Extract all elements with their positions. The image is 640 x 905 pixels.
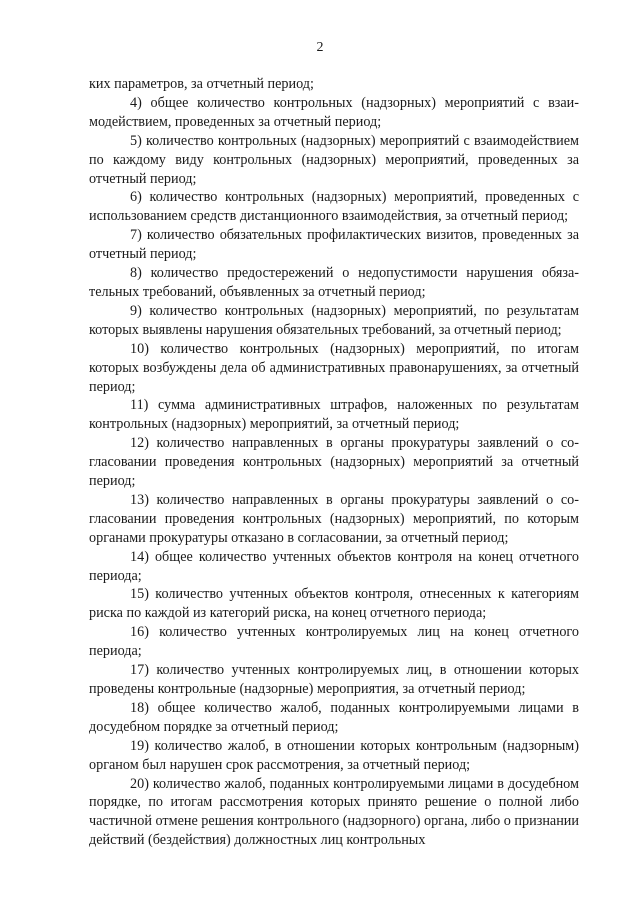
page-number: 2 [316,40,324,55]
list-item-15: 15) количество учтенных объектов контроля, отнесенных к категориям риска по каждой из категорий риска, на конец отчетного периода; [89,586,579,622]
list-item-16: 16) количество учтенных контролируемых лиц на конец отчетного периода; [89,624,579,660]
list-item-20: 20) количество жалоб, поданных контролируемыми лицами в досудебном порядке, по итогам рассмотрения которых принято решение о полной либо частичной отмене решения контрольного (надзорного) органа, либо о признании действий (бездействия) должностных лиц контрольных [89,775,579,849]
document-body [89,75,579,850]
paragraph-continuation: ких параметров, за отчетный период; [89,76,314,92]
list-item-6: 6) количество контрольных (надзорных) мероприятий, проведенных с использованием средств дистанционного взаимодействия, за отчетный период; [89,189,579,225]
list-item-7: 7) количество обязательных профилактических визитов, проведенных за отчетный период; [89,227,579,263]
list-item-11: 11) сумма административных штрафов, наложенных по результатам контрольных (надзорных) мероприятий, за отчетный период; [89,397,579,433]
list-item-4: 4) общее количество контрольных (надзорных) мероприятий с взаимодействием, проведенных за отчетный период; [89,94,579,130]
list-item-9: 9) количество контрольных (надзорных) мероприятий, по результатам которых выявлены нарушения обязательных требований, за отчетный период; [89,302,579,338]
list-item-19: 19) количество жалоб, в отношении которых контрольным (надзорным) органом был нарушен срок рассмотрения, за отчетный период; [89,737,579,773]
list-item-13: 13) количество направленных в органы прокуратуры заявлений о согласовании проведения контрольных (надзорных) мероприятий, по которым органами прокуратуры отказано в согласовании, за отчетный период; [89,491,579,546]
list-item-14: 14) общее количество учтенных объектов контроля на конец отчетного периода; [89,548,579,584]
list-item-8: 8) количество предостережений о недопустимости нарушения обязательных требований, объявленных за отчетный период; [89,265,579,300]
list-item-12: 12) количество направленных в органы прокуратуры заявлений о согласовании проведения контрольных (надзорных) мероприятий за отчетный период; [89,435,579,490]
list-item-10: 10) количество контрольных (надзорных) мероприятий, по итогам которых возбуждены дела об административных правонарушениях, за отчетный период; [89,340,579,395]
list-item-18: 18) общее количество жалоб, поданных контролируемыми лицами в досудебном порядке за отчетный период; [89,699,579,735]
list-item-17: 17) количество учтенных контролируемых лиц, в отношении которых проведены контрольные (надзорные) мероприятия, за отчетный период; [89,662,579,697]
list-item-5: 5) количество контрольных (надзорных) мероприятий с взаимодействием по каждому виду контрольных (надзорных) мероприятий, проведенных за отчетный период; [89,132,579,187]
